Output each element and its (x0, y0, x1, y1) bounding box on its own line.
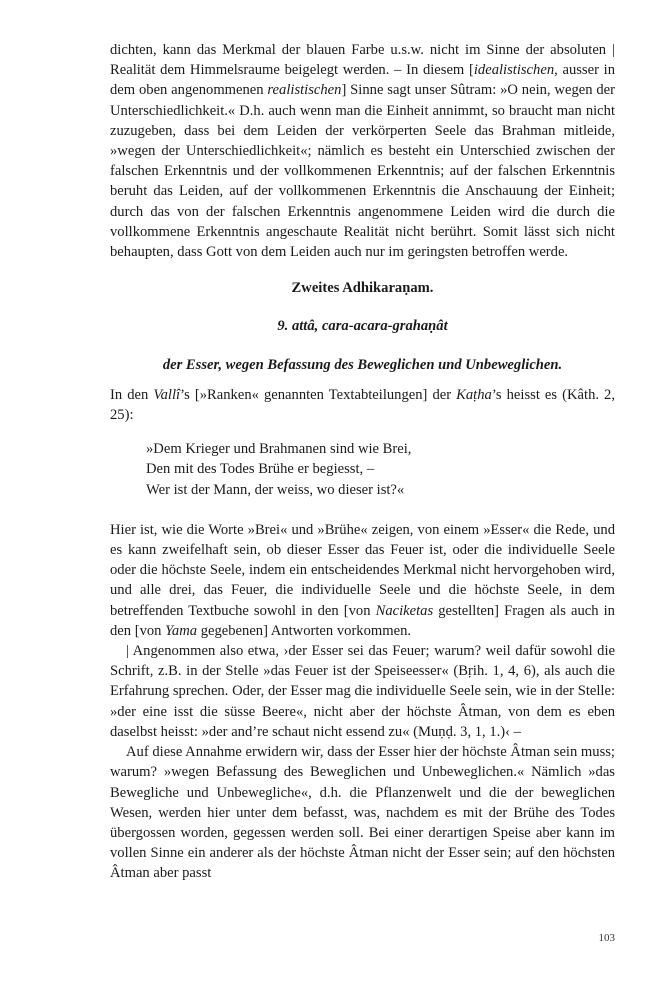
paragraph-2-text-a: In den (110, 386, 154, 403)
verse-line: Wer ist der Mann, der weiss, wo dieser ist?« (146, 481, 405, 498)
verse-line: »Dem Krieger und Brahmanen sind wie Brei, (146, 441, 412, 458)
paragraph-1-text: dichten, kann das Merkmal der blauen Farbe u.s.w. nicht im Sinne der absoluten | Realität dem Himmelsraume beigelegt werden. – In diesem [ (110, 42, 615, 79)
paragraph-3 (110, 520, 615, 641)
paragraph-3-emphasis-2: Yama (165, 622, 198, 639)
section-heading: Zweites Adhikaraṇam. (291, 280, 434, 297)
paragraph-2 (110, 385, 615, 425)
paragraph-2-emphasis-1: Vallî (153, 386, 181, 403)
sutra-translation-heading: der Esser, wegen Befassung des Beweglichen und Unbeweglichen. (162, 356, 563, 373)
paragraph-3-text-a: Hier ist, wie die Worte »Brei« und »Brühe« zeigen, von einem »Esser« die Rede, und es kann zweifelhaft sein, ob dieser Esser das Feuer ist, oder die individuelle Seele oder die höchste Seele, indem ein entscheidendes Merkmal nicht hervorgehoben wird, und alle drei, das Feuer, die individuelle Seele und die höchste Seele, in dem betreffenden Textbuche sowohl in den [von (110, 521, 615, 619)
paragraph-1-text-mid: ausser in dem oben angenommenen (110, 62, 615, 99)
paragraph-1-emphasis-1: idealistischen, (473, 62, 558, 79)
paragraph-1-emphasis-2: realistischen (267, 82, 342, 99)
verse-line: Den mit des Todes Brühe er begiesst, – (146, 461, 375, 478)
paragraph-1 (110, 40, 615, 262)
paragraph-5: Auf diese Annahme erwidern wir, dass der Esser hier der höchste Âtman sein muss; warum? »wegen Befassung des Beweglichen und Unbeweglichen.« Nämlich »das Bewegliche und Unbewegliche«, d.h. die Pflanzenwelt und die der beweglichen Wesen, werden hier unter dem befasst, was, nachdem es mit der Brühe des Todes übergossen worden, gegessen werden soll. Bei einer derartigen Speise aber kann im vollen Sinne ein anderer als der höchste Âtman nicht der Esser sein; auf den höchsten Âtman aber passt (110, 744, 615, 882)
paragraph-3-emphasis-1: Naciketas (375, 602, 434, 619)
sutra-heading: 9. attâ, cara-acara-grahaṇât (277, 318, 448, 335)
page-body (110, 40, 615, 884)
page-number: 103 (598, 932, 615, 944)
paragraph-3-text-c: gegebenen] Antworten vorkommen. (197, 622, 412, 639)
paragraph-2-text-b: ’s [»Ranken« genannten Textabteilungen] der (180, 386, 457, 403)
paragraph-2-emphasis-2: Kaṭha (456, 386, 492, 403)
paragraph-1-text-end: ] Sinne sagt unser Sûtram: »O nein, wegen der Unterschiedlichkeit.« D.h. auch wenn man die Einheit annimmt, so braucht man nicht zuzugeben, dass bei dem Leiden der verkörperten Seele das Brahman mitleide, »wegen der Unterschiedlichkeit«; nämlich es besteht ein Unterschied zwischen der falschen Erkenntnis und der vollkommenen Erkenntnis; auf der falschen Erkenntnis beruht das Leiden, auf der vollkommenen Erkenntnis die Anschauung der Einheit; durch das von der falschen Erkenntnis angenommene Leiden wird die durch die vollkommene Erkenntnis angeschaute Realität nicht berührt. Somit lässt sich nicht behaupten, dass Gott von dem Leiden auch nur im geringsten betroffen werde. (110, 82, 615, 261)
paragraph-4: | Angenommen also etwa, ›der Esser sei das Feuer; warum? weil dafür sowohl die Schrift, z.B. in der Stelle »das Feuer ist der Speiseesser« (Bṛih. 1, 4, 6), als auch die Erfahrung sprechen. Oder, der Esser mag die individuelle Seele sein, wie in der Stelle: »der eine isst die süsse Beere«, nicht aber der höchste Âtman, von dem es eben daselbst heisst: »der and’re schaut nicht essend zu« (Muṇḍ. 3, 1, 1.)‹ – (110, 643, 615, 740)
paragraph-2-text-c: ’s heisst es (Kâth. 2, 25): (110, 386, 616, 424)
verse-quote (146, 439, 615, 500)
paragraph-3-text-b: gestellten] Fragen als auch in den [von (110, 602, 615, 639)
